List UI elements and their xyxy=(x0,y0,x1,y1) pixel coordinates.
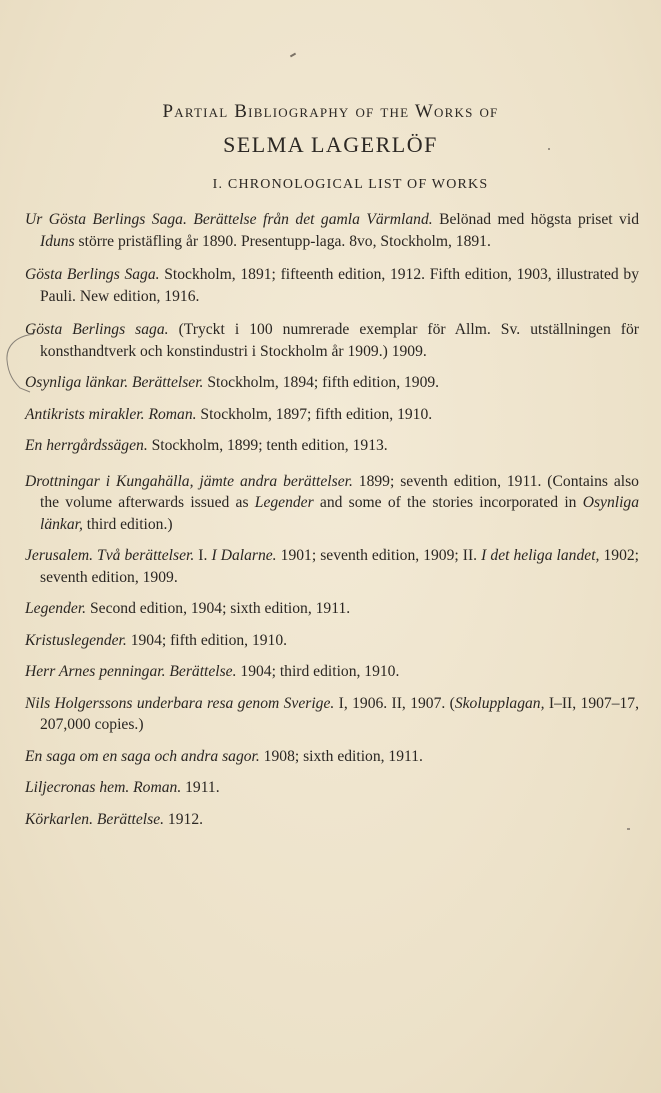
entry-title-text: Nils Holgerssons underbara resa genom Sverige. xyxy=(25,694,335,712)
entry-detail-text: Belönad med högsta priset vid xyxy=(432,211,639,228)
entry-title-text: En saga om en saga och andra sagor. xyxy=(25,747,260,765)
entry-detail-text: Stockholm, 1894; fifth edition, 1909. xyxy=(203,374,440,391)
entry-detail-text: Stockholm, 1897; fifth edition, 1910. xyxy=(196,405,433,423)
entry-detail-text: 1899; seventh edition, 1911. (Contains also the volume afterwards issued as xyxy=(40,472,639,511)
entry-detail-text: 1902; seventh edition, 1909. xyxy=(40,547,640,586)
bibliography-entry xyxy=(25,777,639,799)
author-name: SELMA LAGERLÖF xyxy=(223,132,438,157)
entry-detail-text: 1908; sixth edition, 1911. xyxy=(259,747,423,765)
bibliography-entry xyxy=(25,661,639,683)
entry-detail-text: (Tryckt i 100 numrerade exemplar för Allm. Sv. utställningen för konsthandtverk och konstindustri i Stockholm år 1909.) 1909. xyxy=(40,321,639,360)
bibliography-entry xyxy=(25,809,639,831)
entry-detail-text: I. xyxy=(194,547,212,564)
entry-title-text: Liljecronas hem. Roman. xyxy=(25,779,182,796)
bibliography-entry xyxy=(25,209,639,252)
bibliography-entry xyxy=(25,545,639,588)
entry-detail-text: Stockholm, 1891; fifteenth edition, 1912. Fifth edition, 1903, illustrated by Pauli. New edition, 1916. xyxy=(40,266,639,305)
entry-title-text: I det heliga landet, xyxy=(481,547,600,564)
entry-title-text: En herrgårdssägen. xyxy=(25,437,148,454)
bibliography-entry xyxy=(25,264,639,307)
bibliography-entry xyxy=(25,471,639,536)
entry-title-text: Körkarlen. Berättelse. xyxy=(25,810,165,828)
entry-detail-text: 1904; third edition, 1910. xyxy=(236,663,400,680)
entry-detail-text: större pristäfling år 1890. Presentupp-laga. 8vo, Stockholm, 1891. xyxy=(74,232,491,250)
entry-detail-text: Stockholm, 1899; tenth edition, 1913. xyxy=(147,437,388,454)
entry-detail-text: I–II, 1907–17, 207,000 copies.) xyxy=(40,694,639,733)
bibliography-entry xyxy=(25,693,639,736)
ink-mark xyxy=(290,53,296,58)
bibliography-entry xyxy=(25,630,639,652)
entry-title-text: Osynliga länkar. Berättelser. xyxy=(25,374,204,391)
entry-title-text: Ur Gösta Berlings Saga. Berättelse från det gamla Värmland. xyxy=(25,211,433,228)
entry-title-text: I Dalarne. xyxy=(211,547,277,564)
entry-detail-text: third edition.) xyxy=(82,515,173,533)
entry-detail-text: 1904; fifth edition, 1910. xyxy=(126,631,288,649)
bibliography-list xyxy=(25,209,639,840)
entry-title-text: Jerusalem. Två berättelser. xyxy=(25,547,195,564)
entry-detail-text: 1911. xyxy=(181,779,220,796)
entry-title-text: Kristuslegender. xyxy=(25,631,127,649)
entry-detail-text: 1912. xyxy=(164,810,204,828)
section-title: I. CHRONOLOGICAL LIST OF WORKS xyxy=(212,177,489,192)
entry-title-text: Gösta Berlings saga. xyxy=(25,321,169,338)
entry-title-text: Herr Arnes penningar. Berättelse. xyxy=(25,663,237,680)
entry-detail-text: Second edition, 1904; sixth edition, 1911. xyxy=(86,600,351,617)
entry-title-text: Drottningar i Kungahälla, jämte andra berättelser. xyxy=(25,472,353,490)
entry-detail-text: I, 1906. II, 1907. ( xyxy=(334,694,455,712)
bibliography-entry xyxy=(25,746,639,768)
entry-title-text: Antikrists mirakler. Roman. xyxy=(25,405,197,423)
bibliography-entry xyxy=(25,404,639,426)
entry-title-text: Gösta Berlings Saga. xyxy=(25,266,160,283)
entry-title-text: Iduns xyxy=(40,232,75,250)
entry-title-text: Osynliga länkar, xyxy=(40,494,639,533)
entry-detail-text: 1901; seventh edition, 1909; II. xyxy=(276,547,482,564)
entry-title-text: Legender. xyxy=(25,600,87,617)
bibliography-entry xyxy=(25,598,639,620)
bibliography-entry xyxy=(25,372,639,394)
entry-title-text: Skolupplagan, xyxy=(454,694,545,712)
bibliography-heading: Partial Bibliography of the Works of xyxy=(162,101,499,122)
bibliography-entry xyxy=(25,435,639,457)
entry-title-text: Legender xyxy=(254,494,314,511)
bibliography-entry xyxy=(25,319,639,362)
entry-detail-text: and some of the stories incorporated in xyxy=(313,494,583,511)
